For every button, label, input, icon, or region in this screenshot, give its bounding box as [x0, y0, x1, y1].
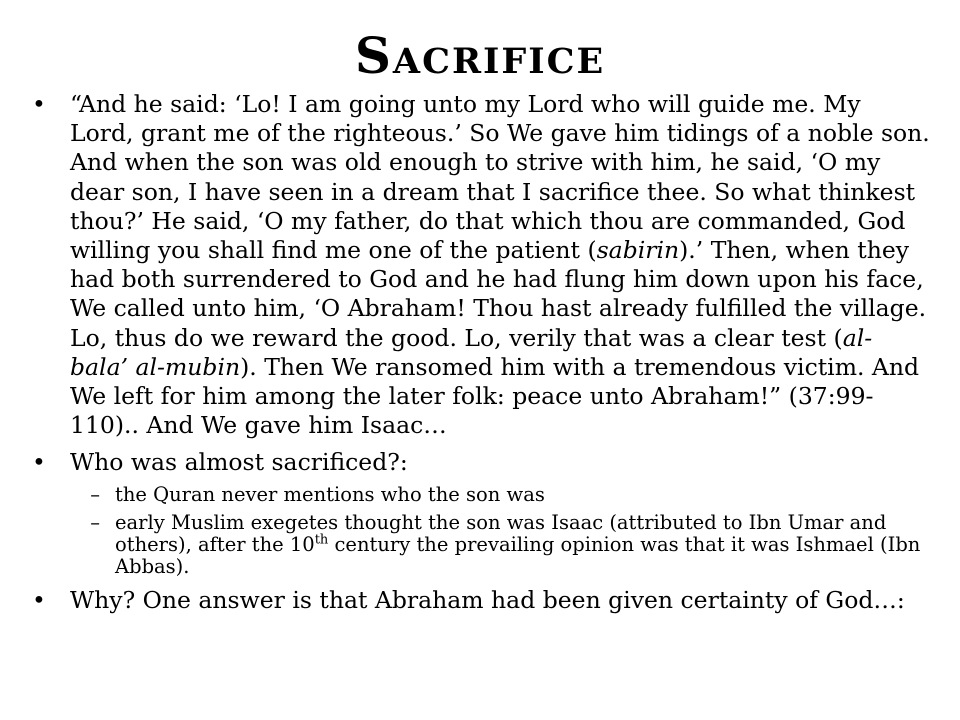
slide-title: Sacrifice — [354, 26, 606, 85]
sub-bullet-quran-text: the Quran never mentions who the son was — [115, 482, 545, 506]
who-text: Who was almost sacrificed?: — [70, 448, 408, 477]
sub-bullet-exegetes-text-a: early Muslim exegetes thought the son was Isaac (attributed to Ibn Umar and others), after the 10 — [115, 510, 887, 556]
dash-icon: – — [90, 482, 100, 506]
dash-icon: – — [90, 510, 100, 534]
sub-bullet-item-quran — [70, 484, 930, 506]
superscript-th: th — [314, 532, 329, 548]
sub-bullet-exegetes-text-b: century the prevailing opinion was that it was Ishmael (Ibn Abbas). — [115, 532, 921, 578]
quote-italic-al-bala: al-bala’ al-mubin — [70, 323, 873, 381]
quote-text-part-2: ).’ Then, when they had both surrendered to God and he had flung him down upon his face, We called unto him, ‘O Abraham! Thou hast already fulfilled the village. Lo, thus do we reward the good. Lo, verily that was a clear test ( — [70, 236, 927, 352]
bullet-item-quote — [32, 90, 930, 440]
bullet-icon: • — [32, 448, 46, 477]
bullet-icon: • — [32, 585, 46, 614]
sub-bullet-item-exegetes — [70, 512, 930, 578]
bullet-icon: • — [32, 90, 46, 118]
quote-italic-sabirin: sabirin — [596, 236, 680, 265]
bullet-list — [32, 90, 930, 623]
quote-text-part-3: ). Then We ransomed him with a tremendous victim. And We left for him among the later folk: peace unto Abraham!” (37:99-110).. And We gave him Isaac… — [70, 352, 920, 440]
bullet-item-why — [32, 586, 930, 615]
quote-text-part-1: “And he said: ‘Lo! I am going unto my Lord who will guide me. My Lord, grant me of the righteous.’ So We gave him tidings of a noble son. And when the son was old enough to strive with him, he said, ‘O my dear son, I have seen in a dream that I sacrifice thee. So what thinkest thou?’ He said, ‘O my father, do that which thou are commanded, God willing you shall find me one of the patient ( — [70, 90, 930, 265]
sub-bullet-list — [70, 484, 930, 578]
bullet-item-who — [32, 448, 930, 577]
why-text: Why? One answer is that Abraham had been given certainty of God…: — [70, 585, 905, 614]
